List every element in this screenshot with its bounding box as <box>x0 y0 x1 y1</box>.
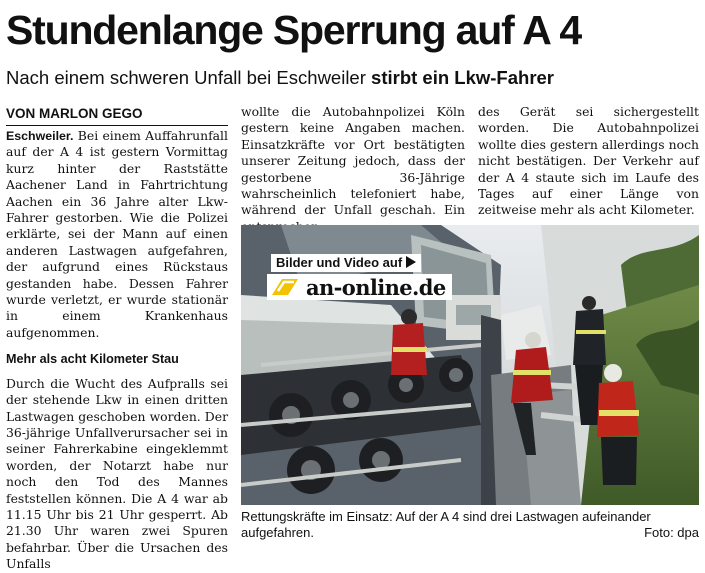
subheadline <box>6 66 702 90</box>
article-paragraph: wollte die Autobahnpolizei Köln gestern keine Angaben machen. Einsatzkräfte vor Ort bestätigten unserer Zeitung jedoch, dass der gestorbene 36-Jährige wahrscheinlich telefoniert habe, während der Unfall geschah. Ein <box>241 104 465 218</box>
promo-label <box>271 254 421 272</box>
dateline: Eschweiler. <box>6 129 74 143</box>
subheadline-regular: Nach einem schweren Unfall bei Eschweiler <box>6 67 366 88</box>
accident-photo <box>241 225 699 505</box>
online-promo-box[interactable] <box>267 251 451 303</box>
promo-site-link[interactable]: an-online.de <box>306 274 446 300</box>
byline: VON MARLON GEGO <box>6 104 228 126</box>
play-arrow-icon <box>406 256 416 268</box>
article-column-3 <box>478 104 699 219</box>
article-column-1 <box>6 128 228 573</box>
headline: Stundenlange Sperrung auf A 4 <box>6 7 581 53</box>
promo-label-text: Bilder und Video auf <box>276 255 403 270</box>
promo-site[interactable] <box>267 274 452 300</box>
subheadline-bold: stirbt ein Lkw-Fahrer <box>371 67 555 88</box>
article-paragraph <box>6 128 228 341</box>
caption-text: Rettungskräfte im Einsatz: Auf der A 4 sind drei Lastwagen aufeinander aufgefahren. <box>241 509 651 540</box>
article-paragraph: Durch die Wucht des Aufpralls sei der stehende Lkw in einen dritten Lastwagen geschoben worden. Der 36-jährige Unfallverursacher sei in seiner Fahrerkabine eingeklemmt worden, der Notarzt habe nur noch den Tod des Mannes feststellen können. Die A 4 war ab 11.15 Uhr bis 21 Uhr gesperrt. Ab 21.30 Uhr waren zwei Spuren befahrbar. Über die Ursachen des Unfalls <box>6 375 228 572</box>
an-online-logo-icon <box>270 277 300 297</box>
photo-caption <box>241 509 699 541</box>
photo-credit: Foto: dpa <box>644 525 699 540</box>
article-paragraph: des Gerät sei sichergestellt worden. Die Autobahnpolizei wollte dies gestern allerdings noch nicht bestätigen. Der Verkehr auf der A 4 staute sich im Laufe des Tages auf einer Länge von zeitweise mehr als acht Kilometer. <box>478 104 699 218</box>
section-subhead: Mehr als acht Kilometer Stau <box>6 352 179 367</box>
article-column-2 <box>241 104 465 235</box>
paragraph-text: Bei einem Auffahrunfall auf der A 4 ist gestern Vormittag kurz hinter der Raststätte Aachener Land in Fahrtrichtung Aachen ein 36 Jahre alter Lkw-Fahrer gestorben. Wie die Polizei erklärte, sei der Mann auf einen anderen Lastwagen aufgefahren, der aufgrund eines Rückstaus gestanden habe. Dessen Fahrer wurde verletzt, er wurde stationär in einem Krankenhaus aufgenommen. <box>6 128 228 340</box>
